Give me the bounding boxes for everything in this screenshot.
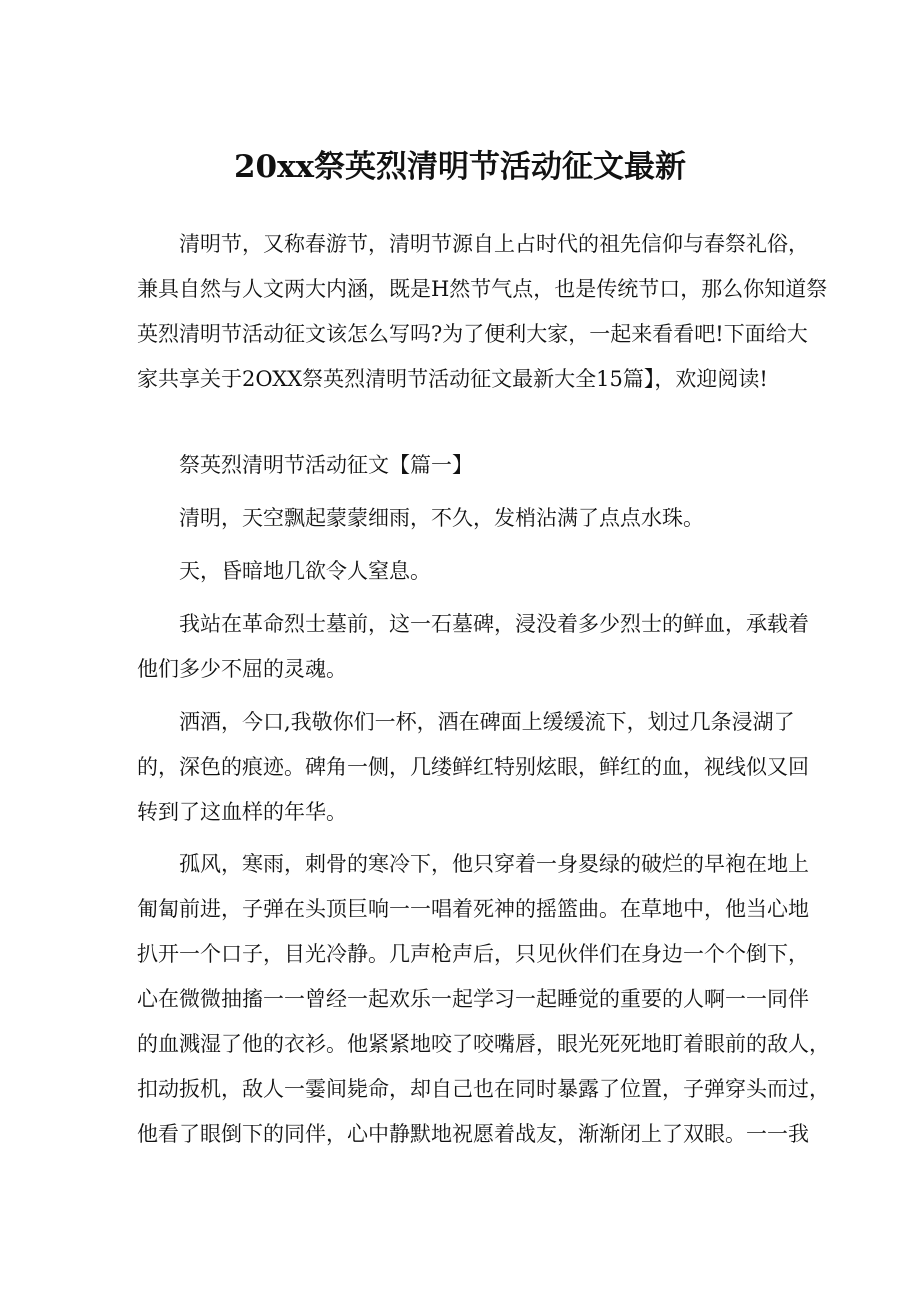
paragraph-gap [137,541,797,549]
body-paragraph [137,496,797,541]
paragraph-line: 的，深色的痕迹。碑角一侧，几缕鲜红特别炫眼，鲜红的血，视线似又回 [137,755,809,779]
paragraph-line: 他看了眼倒下的同伴，心中静默地祝愿着战友，渐渐闭上了双眼。一一我 [137,1122,809,1146]
paragraph-line: 扒开一个口子，目光冷静。几声枪声后，只见伙伴们在身边一个个倒下， [137,942,809,966]
paragraph-line: 匍匐前进，子弹在头顶巨响一一唱着死神的摇篮曲。在草地中，他当心地 [137,897,809,921]
paragraph-line: 清明，天空飘起蒙蒙细雨，不久，发梢沾满了点点水珠。 [179,506,704,530]
section-heading-text: 祭英烈清明节活动征文【篇一】 [179,453,473,477]
paragraph-line: 洒酒，今口,我敬你们一杯，酒在碑面上缓缓流下，划过几条浸湖了 [179,710,795,734]
paragraph-line: 我站在革命烈士墓前，这一石墓碑，浸没着多少烈士的鲜血，承载着 [179,612,809,636]
body-paragraph [137,602,809,692]
paragraph-gap [137,594,797,602]
intro-paragraph [137,222,828,402]
paragraph-gap [137,835,797,842]
paragraph-line: 转到了这血样的年华。 [137,800,347,824]
paragraph-gap [137,692,797,700]
paragraph-gap [137,488,797,496]
section-heading [137,443,797,488]
paragraph-gap [137,402,797,443]
paragraph-line: 他们多少不屈的灵魂。 [137,657,347,681]
intro-line: 家共享关于2OXX祭英烈清明节活动征文最新大全15篇】，欢迎阅读! [137,367,768,391]
document-body [137,222,830,1157]
paragraph-line: 的血溅湿了他的衣衫。他紧紧地咬了咬嘴唇，眼光死死地盯着眼前的敌人， [137,1032,830,1056]
body-paragraph [137,700,809,835]
paragraph-line: 天，昏暗地几欲令人窒息。 [179,559,431,583]
intro-line: 英烈清明节活动征文该怎么写吗?为了便利大家，一起来看看吧!下面给大 [137,322,808,346]
paragraph-line: 扣动扳机，敌人一霎间毙命，却自己也在同时暴露了位置，子弹穿头而过， [137,1077,830,1101]
intro-line: 清明节，又称春游节，清明节源自上占时代的祖先信仰与春祭礼俗， [179,232,809,256]
body-paragraph [137,549,797,594]
paragraph-line: 心在微微抽搐一一曾经一起欢乐一起学习一起睡觉的重要的人啊一一同伴 [137,987,809,1011]
paragraph-line: 孤风，寒雨，刺骨的寒冷下，他只穿着一身畟绿的破烂的早袍在地上 [179,852,809,876]
intro-line: 兼具自然与人文两大内涵，既是H然节气点，也是传统节口，那么你知道祭 [137,277,828,301]
body-paragraph [137,842,830,1157]
document-title: 20xx祭英烈清明节活动征文最新 [233,149,687,185]
